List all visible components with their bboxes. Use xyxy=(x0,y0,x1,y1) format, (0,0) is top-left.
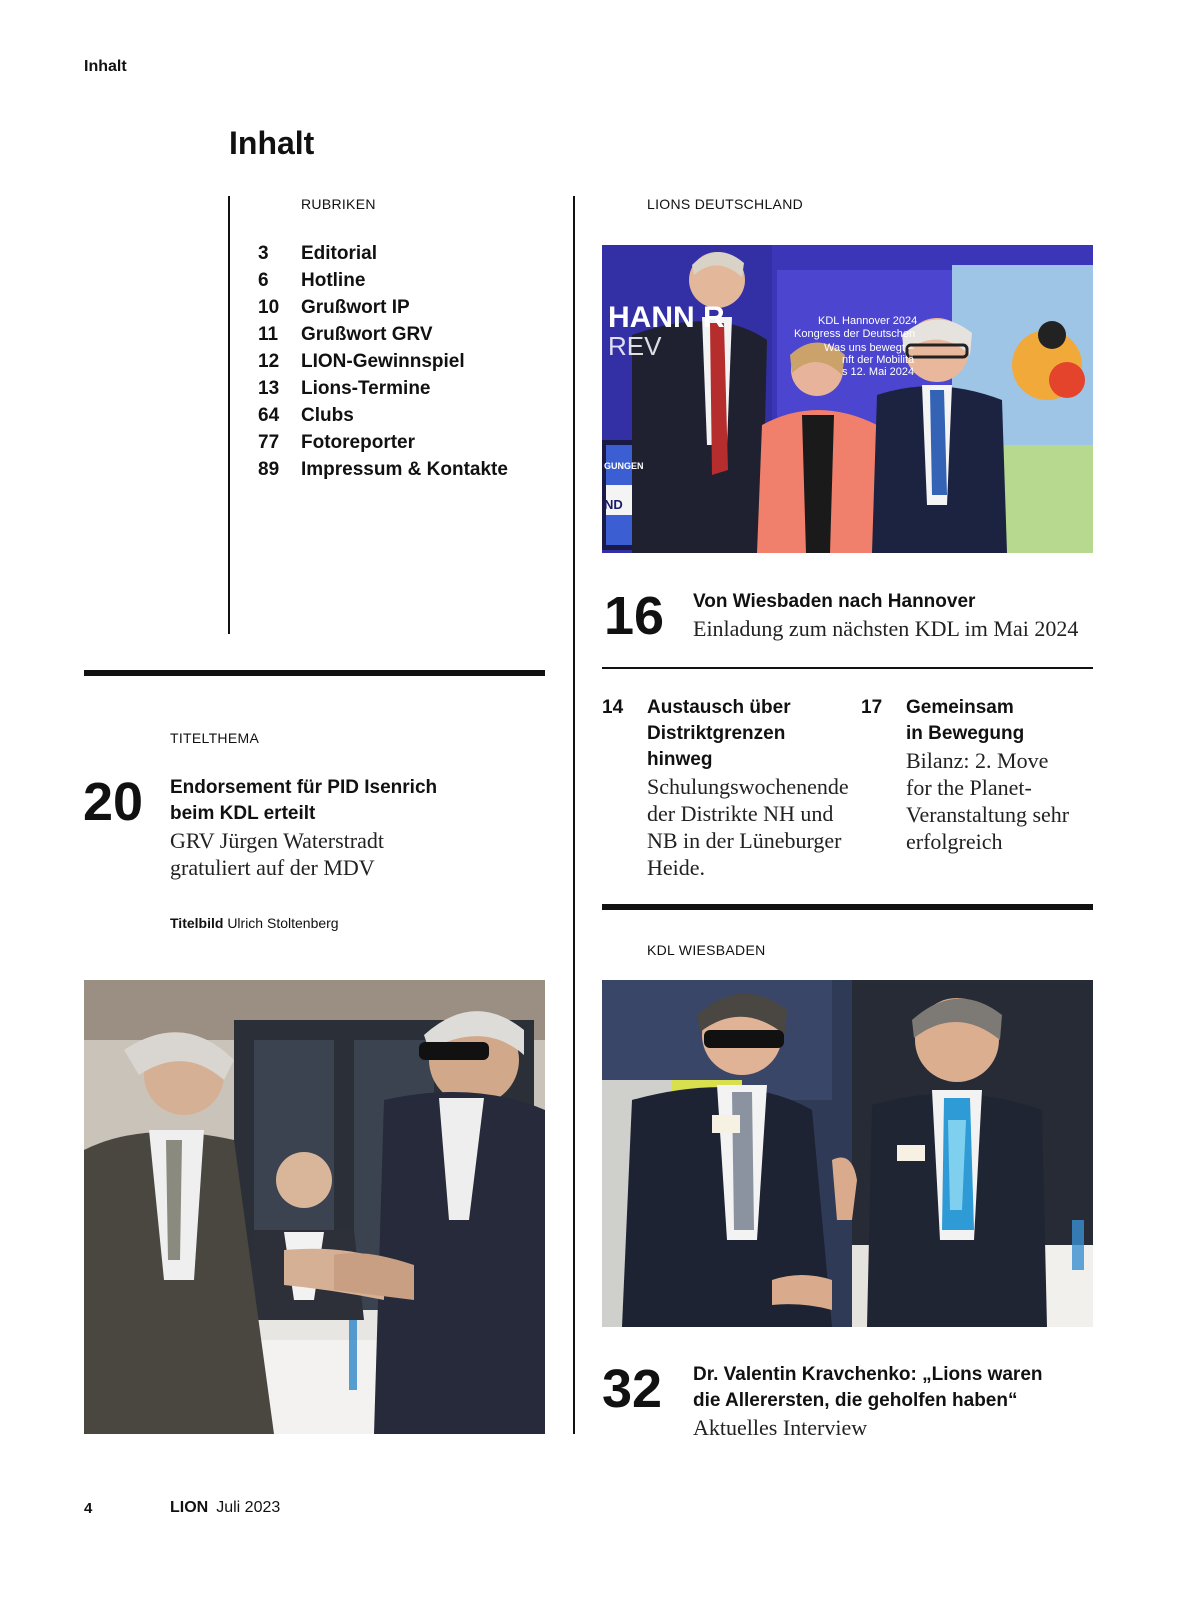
running-head: Inhalt xyxy=(84,58,127,75)
rubrik-page: 64 xyxy=(258,405,280,426)
rubriken-list xyxy=(258,243,508,486)
banner-hann-text: HANN R xyxy=(608,301,725,334)
rubrik-label: Grußwort IP xyxy=(301,297,410,318)
rubrik-page: 6 xyxy=(258,270,269,291)
list-item[interactable] xyxy=(258,405,508,432)
lions-left-subtitle-4: Heide. xyxy=(647,855,706,880)
list-item[interactable] xyxy=(258,324,508,351)
footer-magazine xyxy=(170,1499,280,1517)
footer-issue: Juli 2023 xyxy=(216,1499,281,1516)
banner-rev-text: REV xyxy=(608,331,662,361)
lions-left-page-number: 14 xyxy=(602,697,624,718)
kdl-page-number: 32 xyxy=(602,1359,663,1419)
lions-left-title-2: Distriktgrenzen xyxy=(647,723,786,744)
banner-line-5: s 12. Mai 2024 xyxy=(842,366,915,378)
rubriken-label: RUBRIKEN xyxy=(301,196,376,212)
list-item[interactable] xyxy=(258,432,508,459)
lions-left-article[interactable] xyxy=(647,695,852,881)
list-item[interactable] xyxy=(258,351,508,378)
rubrik-label: Editorial xyxy=(301,243,378,264)
lions-right-title-2: in Bewegung xyxy=(906,723,1025,744)
footer-page-number: 4 xyxy=(84,1500,93,1517)
titelthema-subtitle-1: GRV Jürgen Waterstradt xyxy=(170,828,384,853)
rubrik-label: Lions-Termine xyxy=(301,378,431,399)
titelthema-subtitle-2: gratuliert auf der MDV xyxy=(170,855,375,880)
banner-line-4: nft der Mobilitä xyxy=(842,354,915,366)
kdl-title-1: Dr. Valentin Kravchenko: „Lions waren xyxy=(693,1364,1043,1385)
rubrik-label: LION-Gewinnspiel xyxy=(301,351,465,372)
rubrik-label: Fotoreporter xyxy=(301,432,415,453)
cover-credit-label: Titelbild xyxy=(170,915,224,931)
rubriken-vertical-rule xyxy=(228,196,230,634)
kdl-title-2: die Allerersten, die geholfen haben“ xyxy=(693,1390,1018,1411)
rubrik-page: 11 xyxy=(258,324,279,345)
cover-credit xyxy=(170,915,339,931)
list-item[interactable] xyxy=(258,243,508,270)
lions-deutschland-photo xyxy=(602,245,1093,553)
rubrik-page: 13 xyxy=(258,378,280,399)
lions-left-subtitle-3: NB in der Lüneburger xyxy=(647,828,842,853)
list-item[interactable] xyxy=(258,270,508,297)
rubrik-page: 89 xyxy=(258,459,280,480)
titelthema-label: TITELTHEMA xyxy=(170,730,260,746)
rubrik-page: 12 xyxy=(258,351,280,372)
lions-right-subtitle-2: for the Planet- xyxy=(906,775,1032,800)
lions-right-subtitle-4: erfolgreich xyxy=(906,829,1003,854)
lions-right-page-number: 17 xyxy=(861,697,883,718)
list-item[interactable] xyxy=(258,378,508,405)
lions-right-article[interactable] xyxy=(906,695,1106,855)
titelthema-title-2: beim KDL erteilt xyxy=(170,803,316,824)
lions-main-page-number: 16 xyxy=(604,586,665,646)
banner-line-2: Kongress der Deutschen xyxy=(794,328,916,340)
lions-left-subtitle-2: der Distrikte NH und xyxy=(647,801,834,826)
banner-line-1: KDL Hannover 2024 xyxy=(818,315,918,327)
list-item[interactable] xyxy=(258,297,508,324)
lions-main-subtitle: Einladung zum nächsten KDL im Mai 2024 xyxy=(693,616,1079,641)
monitor-text: GUNGEN xyxy=(604,461,644,471)
lions-deutschland-label: LIONS DEUTSCHLAND xyxy=(647,196,804,212)
page-title: Inhalt xyxy=(229,125,315,161)
lions-left-title-1: Austausch über xyxy=(647,697,791,718)
footer-magazine-name: LION xyxy=(170,1499,209,1516)
lions-right-title-1: Gemeinsam xyxy=(906,697,1014,718)
lions-main-article[interactable] xyxy=(693,589,1103,642)
rubrik-page: 77 xyxy=(258,432,280,453)
rubrik-label: Clubs xyxy=(301,405,354,426)
left-section-divider xyxy=(84,670,545,676)
kdl-wiesbaden-label: KDL WIESBADEN xyxy=(647,942,766,958)
lions-left-title-3: hinweg xyxy=(647,749,713,770)
cover-credit-name: Ulrich Stoltenberg xyxy=(227,915,339,931)
lions-right-subtitle-3: Veranstaltung sehr xyxy=(906,802,1070,827)
titelthema-page-number: 20 xyxy=(83,772,144,832)
banner-line-3: Was uns bewegt – xyxy=(824,342,915,354)
rubrik-label: Grußwort GRV xyxy=(301,324,433,345)
lions-right-subtitle-1: Bilanz: 2. Move xyxy=(906,748,1049,773)
right-thin-divider xyxy=(602,667,1093,669)
monitor-logo: ND xyxy=(604,497,623,512)
lions-main-title: Von Wiesbaden nach Hannover xyxy=(693,591,976,612)
kdl-article[interactable] xyxy=(693,1362,1103,1441)
kdl-wiesbaden-photo xyxy=(602,980,1093,1327)
kdl-subtitle: Aktuelles Interview xyxy=(693,1415,868,1440)
rubrik-label: Hotline xyxy=(301,270,366,291)
center-vertical-rule xyxy=(573,196,575,1434)
titelthema-article[interactable] xyxy=(170,775,550,881)
rubrik-page: 10 xyxy=(258,297,280,318)
list-item[interactable] xyxy=(258,459,508,486)
lions-left-subtitle-1: Schulungswochenende xyxy=(647,774,849,799)
titelthema-title-1: Endorsement für PID Isenrich xyxy=(170,777,438,798)
rubrik-page: 3 xyxy=(258,243,269,264)
titelthema-photo xyxy=(84,980,545,1434)
rubrik-label: Impressum & Kontakte xyxy=(301,459,508,480)
right-section-divider xyxy=(602,904,1093,910)
